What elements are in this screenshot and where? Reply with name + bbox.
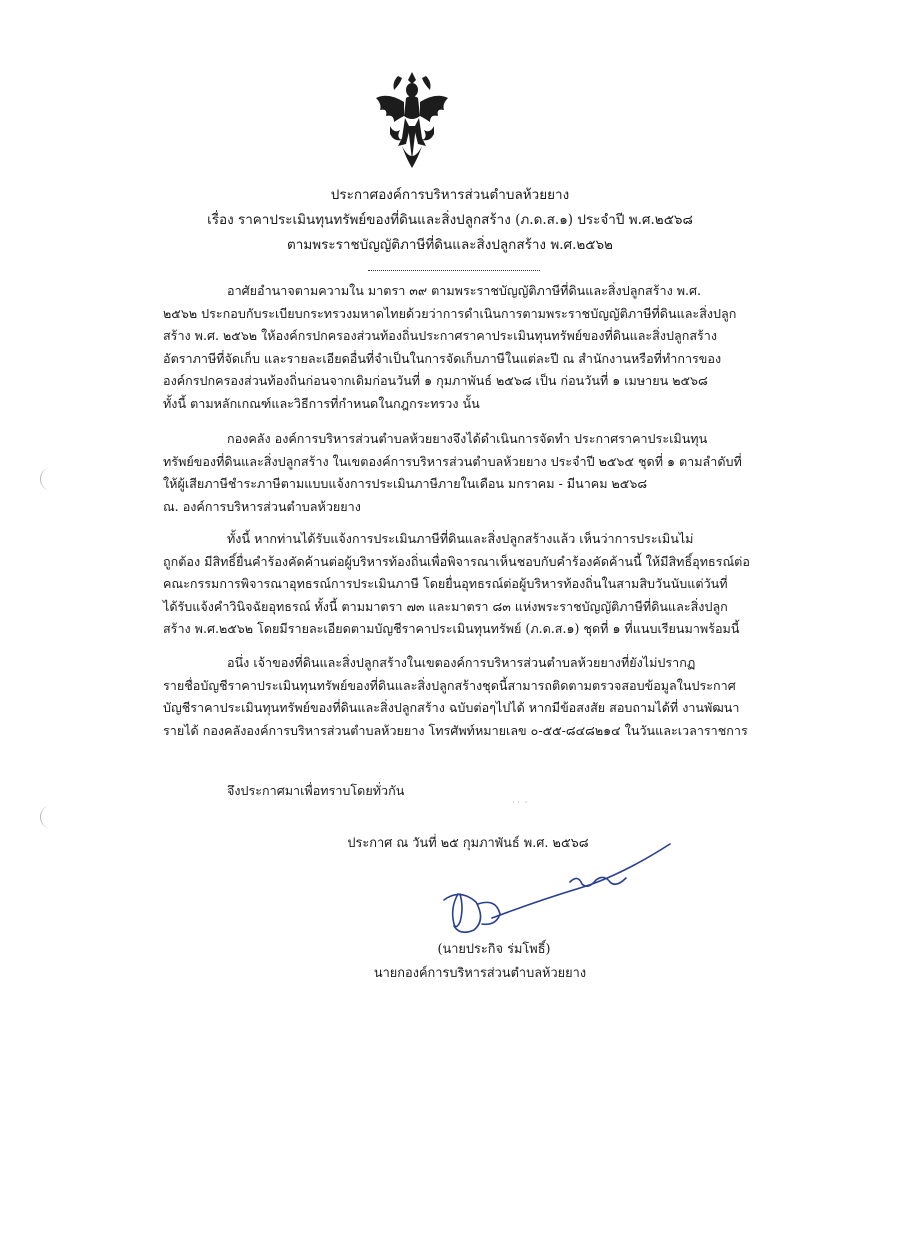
- text-line: ได้รับแจ้งคำวินิจฉัยอุทธรณ์ ทั้งนี้ ตามมาตรา ๗๓ และมาตรา ๘๓ แห่งพระราชบัญญัติภาษีที่ดินและสิ่งปลูก: [163, 598, 728, 614]
- signatory-position: นายกองค์การบริหารส่วนตำบลห้วยยาง: [373, 966, 587, 981]
- scan-specks: · · ·: [512, 798, 528, 807]
- text-line: ทรัพย์ของที่ดินและสิ่งปลูกสร้าง ในเขตองค์การบริหารส่วนตำบลห้วยยาง ประจำปี ๒๕๖๕ ชุดที่ ๑ ตามลำดับที่: [163, 453, 742, 469]
- closing-text: จึงประกาศมาเพื่อทราบโดยทั่วกัน: [227, 783, 405, 798]
- punch-hole-mark: [40, 468, 59, 490]
- garuda-emblem: [372, 68, 452, 172]
- text-line: รายได้ กองคลังองค์การบริหารส่วนตำบลห้วยยาง โทรศัพท์หมายเลข ๐-๕๕-๘๔๘๒๑๔ ในวันและเวลาราชการ: [163, 722, 748, 738]
- header-divider: [368, 270, 540, 271]
- text-line: อนึ่ง เจ้าของที่ดินและสิ่งปลูกสร้างในเขตองค์การบริหารส่วนตำบลห้วยยางที่ยังไม่ปรากฏ: [227, 655, 696, 670]
- punch-hole-mark: [40, 806, 59, 828]
- text-line: ให้ผู้เสียภาษีชำระภาษีตามแบบแจ้งการประเมินภาษีภายในเดือน มกราคม - มีนาคม ๒๕๖๘: [163, 476, 648, 492]
- text-line: ทั้งนี้ ตามหลักเกณฑ์และวิธีการที่กำหนดในกฎกระทรวง นั้น: [163, 395, 480, 411]
- text-line: รายชื่อบัญชีราคาประเมินทุนทรัพย์ของที่ดินและสิ่งปลูกสร้างชุดนี้สามารถติดตามตรวจสอบข้อมูลในประกาศ: [163, 677, 736, 693]
- announcement-date: ประกาศ ณ วันที่ ๒๕ กุมภาพันธ์ พ.ศ. ๒๕๖๘: [347, 836, 589, 851]
- text-line: องค์กรปกครองส่วนท้องถิ่นก่อนจากเดิมก่อนวันที่ ๑ กุมภาพันธ์ ๒๕๖๘ เป็น ก่อนวันที่ ๑ เมษายน ๒๕๖๘: [163, 373, 708, 389]
- announcement-act: ตามพระราชบัญญัติภาษีที่ดินและสิ่งปลูกสร้าง พ.ศ.๒๕๖๒: [287, 237, 613, 253]
- text-line: อัตราภาษีที่จัดเก็บ และรายละเอียดอื่นที่จำเป็นในการจัดเก็บภาษีในแต่ละปี ณ สำนักงานหรือที่ทำการของ: [163, 350, 722, 366]
- paragraph-treasury: [163, 428, 783, 518]
- paragraph-notice: [163, 652, 783, 742]
- text-line: บัญชีราคาประเมินทุนทรัพย์ของที่ดินและสิ่งปลูกสร้าง ฉบับต่อๆไปได้ หากมีข้อสงสัย สอบถามได้ที่ งานพัฒนา: [163, 700, 740, 716]
- announcement-subject: เรื่อง ราคาประเมินทุนทรัพย์ของที่ดินและสิ่งปลูกสร้าง (ภ.ด.ส.๑) ประจำปี พ.ศ.๒๕๖๘: [207, 212, 693, 228]
- text-line: ณ. องค์การบริหารส่วนตำบลห้วยยาง: [163, 498, 361, 514]
- text-line: ทั้งนี้ หากท่านได้รับแจ้งการประเมินภาษีที่ดินและสิ่งปลูกสร้างแล้ว เห็นว่าการประเมินไม่: [227, 531, 694, 546]
- text-line: ๒๕๖๒ ประกอบกับระเบียบกระทรวงมหาดไทยด้วยว่าการดำเนินการตามพระราชบัญญัติภาษีที่ดินและสิ่งปลูก: [163, 305, 737, 321]
- paragraph-appeal: [163, 528, 783, 641]
- handwritten-signature: [420, 838, 690, 938]
- announcement-title: ประกาศองค์การบริหารส่วนตำบลห้วยยาง: [330, 187, 570, 203]
- text-line: กองคลัง องค์การบริหารส่วนตำบลห้วยยางจึงได้ดำเนินการจัดทำ ประกาศราคาประเมินทุน: [227, 431, 708, 446]
- signatory-name: (นายประกิจ ร่มโพธิ์): [437, 942, 551, 957]
- text-line: สร้าง พ.ศ.๒๕๖๒ โดยมีรายละเอียดตามบัญชีราคาประเมินทุนทรัพย์ (ภ.ด.ส.๑) ชุดที่ ๑ ที่แนบเรียนมาพร้อมนี้: [163, 621, 740, 637]
- closing-statement: [163, 780, 783, 803]
- text-line: อาศัยอำนาจตามความใน มาตรา ๓๙ ตามพระราชบัญญัติภาษีที่ดินและสิ่งปลูกสร้าง พ.ศ.: [227, 283, 702, 298]
- text-line: สร้าง พ.ศ. ๒๕๖๒ ให้องค์กรปกครองส่วนท้องถิ่นประกาศราคาประเมินทุนทรัพย์ของที่ดินและสิ่งปลูกสร้าง: [163, 328, 718, 344]
- text-line: ถูกต้อง มีสิทธิ์ยื่นคำร้องคัดค้านต่อผู้บริหารท้องถิ่นเพื่อพิจารณาเห็นชอบกับคำร้องคัดค้านนี้ ให้มีสิทธิ์อุทธรณ์ต่อ: [163, 553, 750, 569]
- text-line: คณะกรรมการพิจารณาอุทธรณ์การประเมินภาษี โดยยื่นอุทธรณ์ต่อผู้บริหารท้องถิ่นในสามสิบวันนับแต่วันที่: [163, 576, 728, 592]
- paragraph-authority: [163, 280, 783, 416]
